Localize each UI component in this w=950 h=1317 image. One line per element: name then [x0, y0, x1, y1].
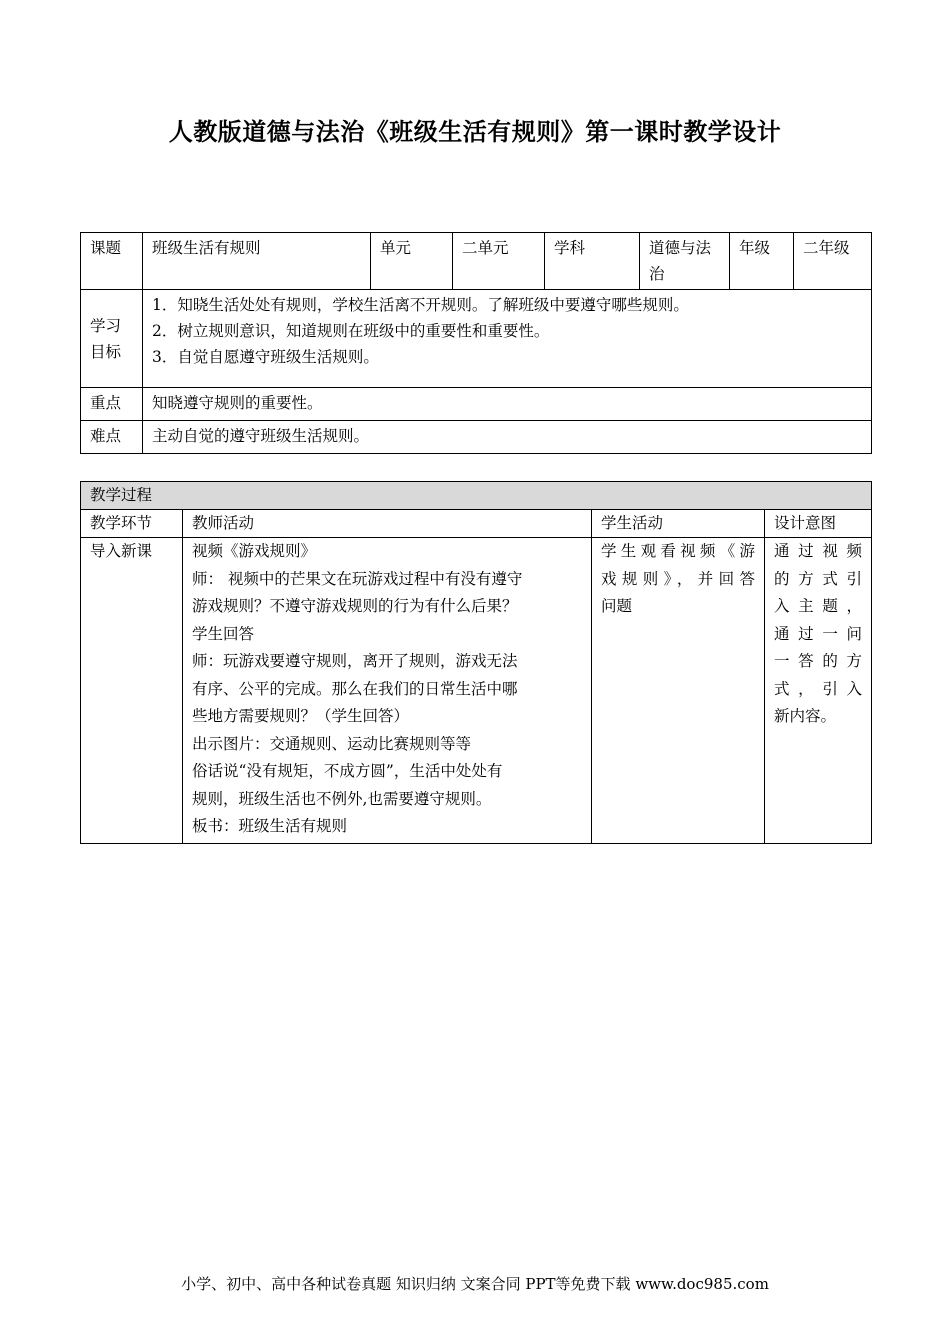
key-label: 重点 — [81, 388, 143, 421]
teacher-line: 出示图片：交通规则、运动比赛规则等等 — [192, 734, 472, 753]
student-activity-cell — [592, 538, 765, 844]
goals-label-line: 学习 — [90, 316, 122, 335]
intent-line: 新内容。 — [774, 707, 837, 725]
column-header-intent: 设计意图 — [765, 510, 872, 538]
page-footer: 小学、初中、高中各种试卷真题 知识归纳 文案合同 PPT等免费下载 www.doc985.com — [181, 1275, 769, 1293]
unit-value: 二单元 — [453, 233, 545, 290]
intent-line: 的方式引 — [774, 569, 863, 588]
course-value: 班级生活有规则 — [143, 233, 371, 290]
goal-item: 2．树立规则意识，知道规则在班级中的重要性和重要性。 — [152, 322, 550, 340]
column-header-student: 学生活动 — [592, 510, 765, 538]
subject-value-line: 道德与法 — [649, 239, 712, 257]
subject-value — [640, 233, 730, 290]
teacher-line: 师：玩游戏要遵守规则，离开了规则，游戏无法 — [192, 652, 518, 670]
intent-line: 通过一问 — [774, 624, 863, 643]
document-title: 人教版道德与法治《班级生活有规则》第一课时教学设计 — [168, 118, 782, 146]
goals-label — [81, 290, 143, 388]
design-intent-cell — [765, 538, 872, 844]
teacher-line: 游戏规则？不遵守游戏规则的行为有什么后果？ — [192, 597, 518, 615]
goals-value — [143, 290, 872, 388]
unit-label: 单元 — [371, 233, 453, 290]
teacher-line: 学生回答 — [192, 624, 255, 643]
teacher-activity-cell — [183, 538, 592, 844]
key-value: 知晓遵守规则的重要性。 — [143, 388, 872, 421]
teacher-line: 视频《游戏规则》 — [192, 542, 317, 560]
process-header: 教学过程 — [81, 482, 872, 510]
goal-item: 3．自觉自愿遵守班级生活规则。 — [152, 348, 379, 366]
teacher-line: 板书：班级生活有规则 — [192, 817, 348, 835]
info-table — [80, 232, 872, 454]
teacher-line: 师： 视频中的芒果文在玩游戏过程中有没有遵守 — [192, 569, 523, 588]
intent-line: 入主题， — [774, 597, 863, 615]
intent-line: 通过视频 — [774, 542, 863, 560]
teacher-line: 有序、公平的完成。那么在我们的日常生活中哪 — [192, 679, 518, 698]
column-header-stage: 教学环节 — [81, 510, 183, 538]
goals-label-line: 目标 — [90, 342, 122, 361]
intent-line: 式，引入 — [774, 679, 863, 698]
difficulty-label: 难点 — [81, 421, 143, 454]
teacher-line: 规则，班级生活也不例外,也需要遵守规则。 — [192, 789, 492, 808]
course-label: 课题 — [81, 233, 143, 290]
process-table — [80, 481, 872, 844]
stage-cell: 导入新课 — [81, 538, 183, 844]
intent-line: 一答的方 — [774, 652, 863, 670]
column-header-teacher: 教师活动 — [183, 510, 592, 538]
subject-value-line: 治 — [649, 265, 665, 283]
difficulty-value: 主动自觉的遵守班级生活规则。 — [143, 421, 872, 454]
student-line: 学生观看视频《游 — [601, 542, 755, 560]
grade-value: 二年级 — [794, 233, 872, 290]
goal-item: 1．知晓生活处处有规则，学校生活离不开规则。了解班级中要遵守哪些规则。 — [152, 296, 689, 314]
teacher-line: 俗话说“没有规矩，不成方圆”，生活中处处有 — [192, 762, 503, 780]
student-line: 问题 — [601, 597, 633, 615]
student-line: 戏规则》，并回答 — [601, 569, 755, 588]
teacher-line: 些地方需要规则？（学生回答） — [192, 707, 410, 725]
grade-label: 年级 — [730, 233, 794, 290]
subject-label: 学科 — [545, 233, 640, 290]
